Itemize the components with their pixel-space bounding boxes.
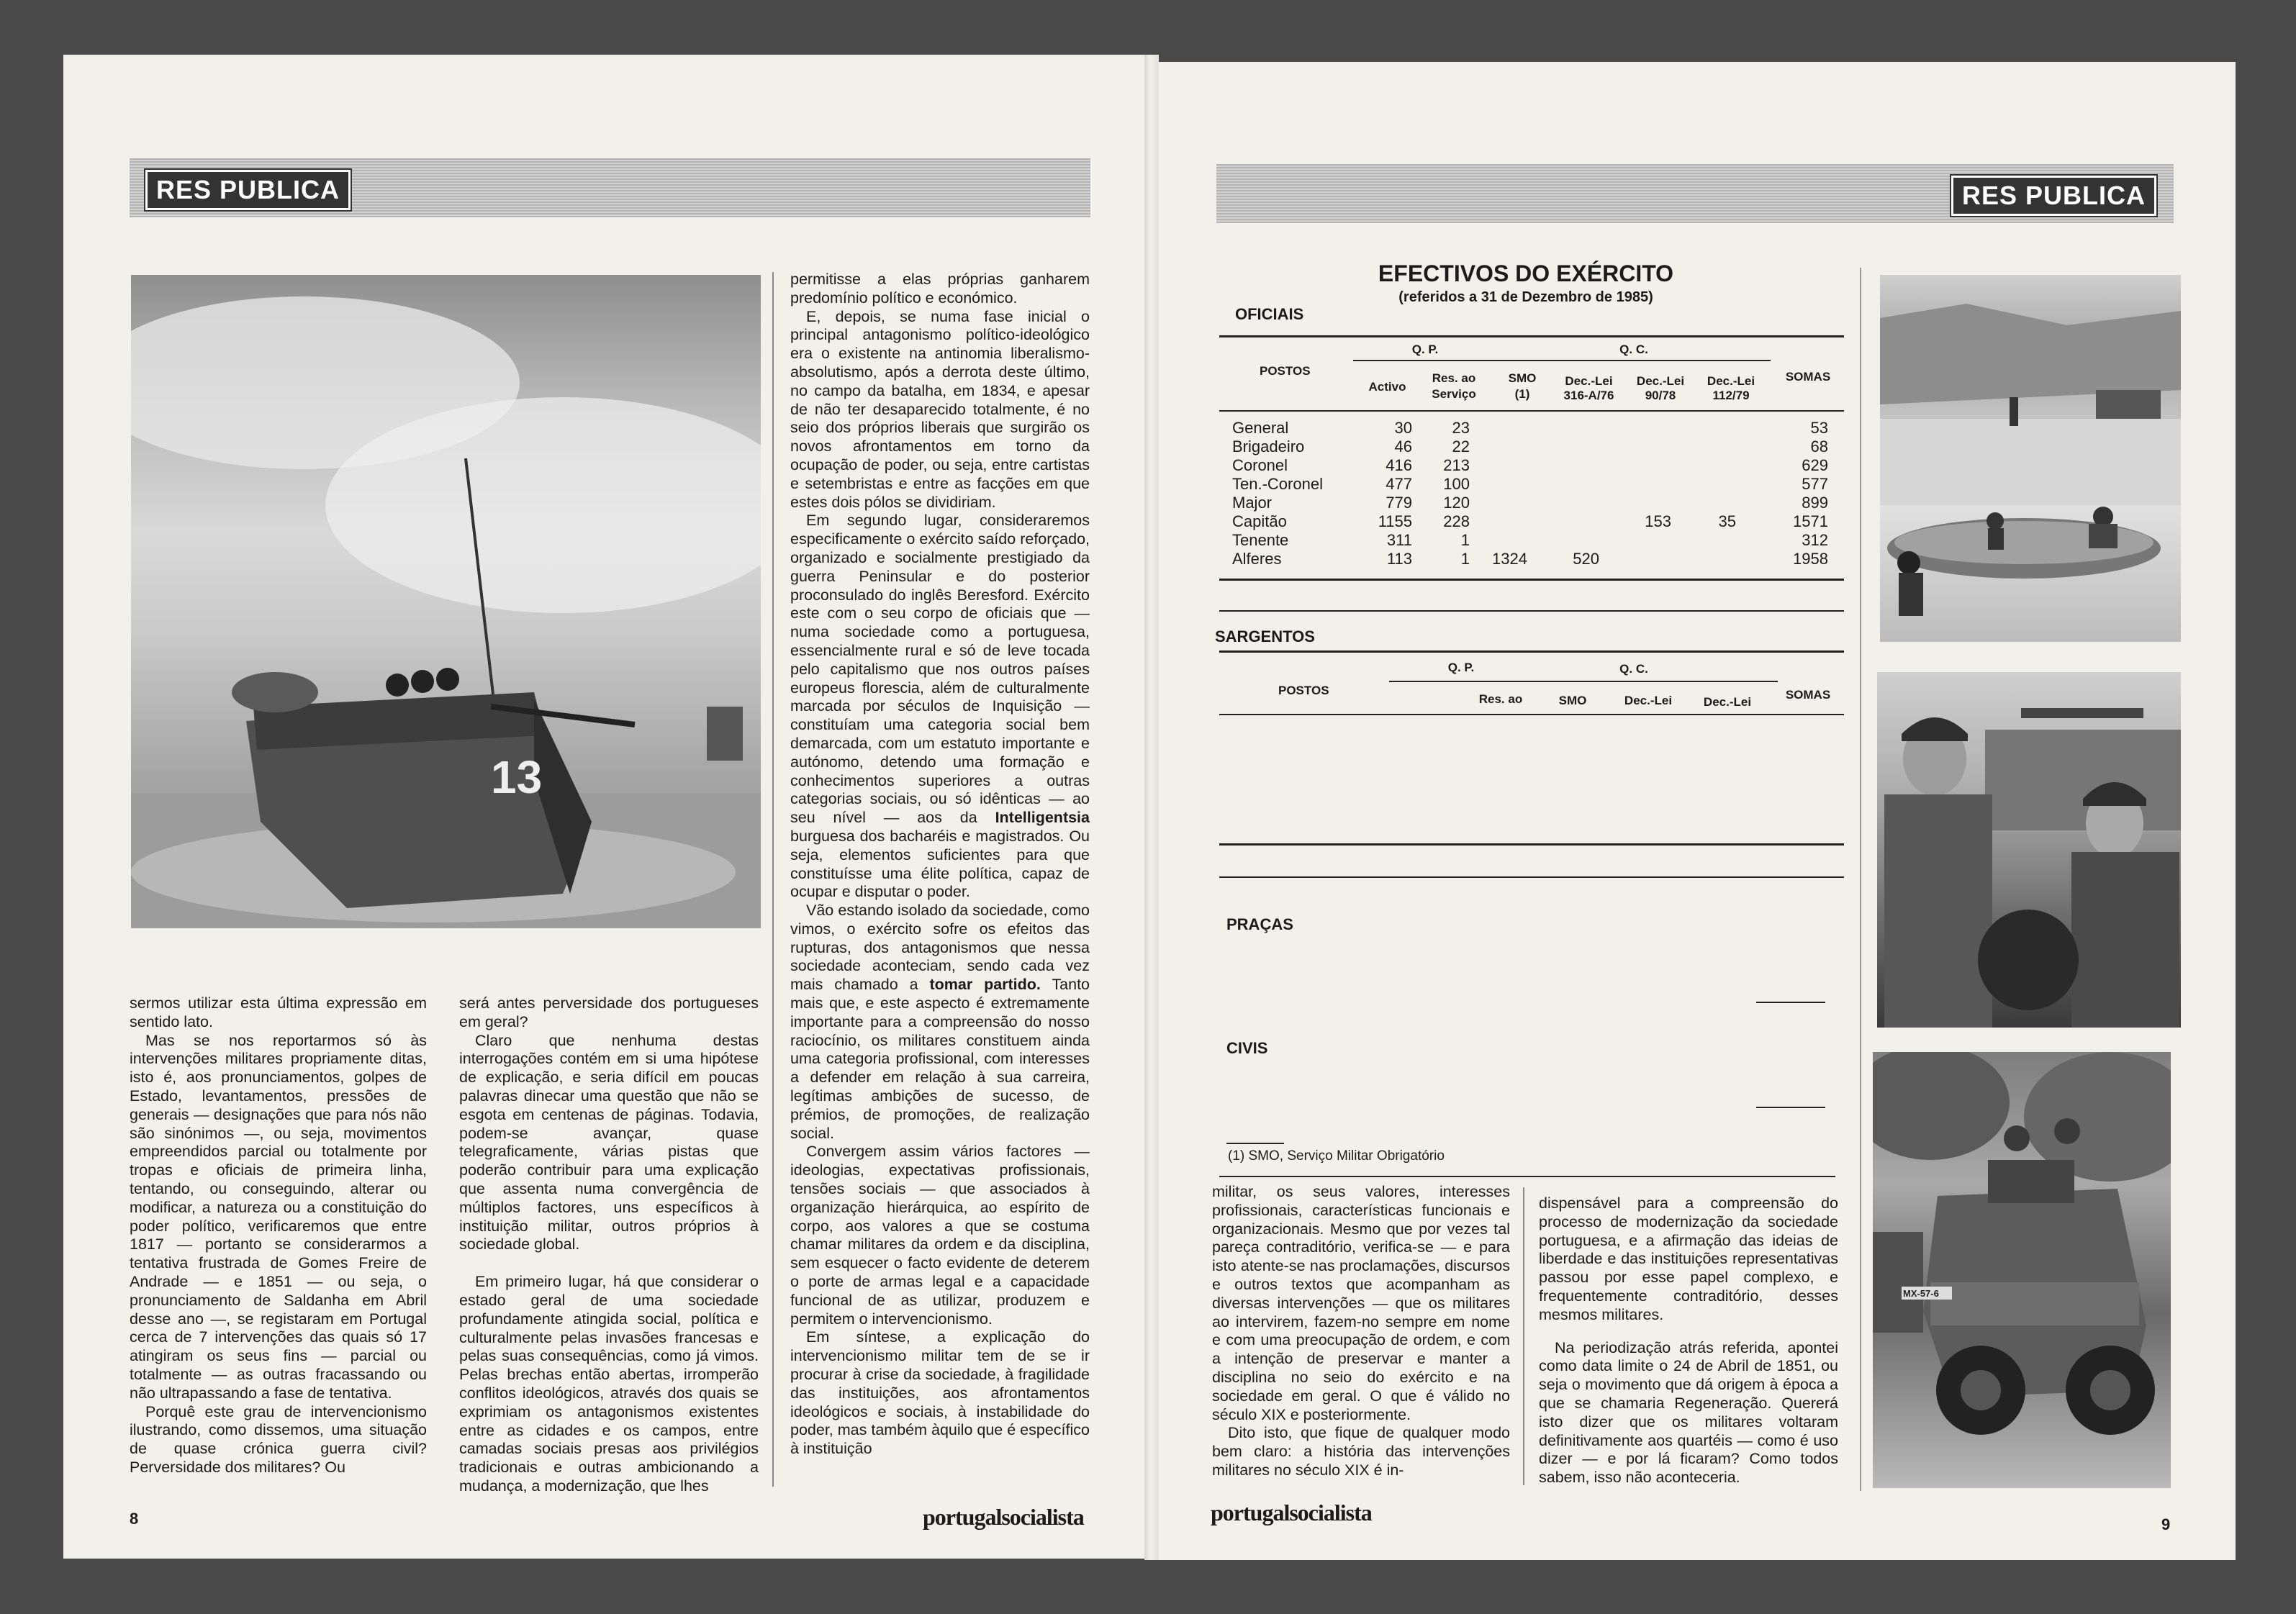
section-tag-right: RES PUBLICA (1951, 176, 2156, 216)
oficiais-totals-row (1232, 584, 1828, 606)
civis-sum-rule (1756, 1107, 1825, 1108)
oficiais-cell-somas: 312 (1802, 531, 1828, 549)
section-bar-right (1216, 164, 2174, 223)
oficiais-cell-activo: 311 (1386, 531, 1412, 549)
oficiais-cell-activo: 1155 (1378, 512, 1412, 530)
spine (1144, 55, 1159, 1560)
oficiais-cell-res: 1 (1460, 531, 1470, 549)
armoured-car-parade-illustration (1873, 1052, 2171, 1488)
oficiais-col-activo: Activo (1368, 380, 1406, 394)
oficiais-cell-res: 22 (1452, 437, 1470, 455)
oficiais-cell-activo: 477 (1386, 475, 1412, 493)
oficiais-cell-posto: Tenente (1232, 531, 1289, 549)
footnote: (1) SMO, Serviço Militar Obrigatório (1228, 1148, 1445, 1164)
right-col1-para1: militar, os seus valores, interesses profissionais, características funcionais e organizacionais. Mesmo que por vezes tal pareça contraditório, verifica-se — e para isto atente-se nas proclamações, discursos e outros textos que acompanham as diversas intervenções — que os militares ao intervirem, fazem-no sempre em nome e com uma preocupação de ordem, e com a intenção de preservar e manter a disciplina no seio do exército e na sociedade em geral. O que é válido no século XIX e posteriormente. (1212, 1183, 1510, 1423)
soldiers-portrait-illustration (1877, 672, 2181, 1028)
civis-heading: CIVIS (1226, 1039, 1268, 1057)
left-column-1 (130, 994, 427, 1477)
oficiais-col-dec3-a: Dec.-Lei (1707, 374, 1755, 388)
right-column-1 (1212, 1183, 1510, 1480)
sargentos-col-dec2: Dec.-Lei (1703, 695, 1752, 709)
right-brand-logo: portugalsocialista (1211, 1500, 1372, 1525)
oficiais-col-dec2-b: 90/78 (1645, 389, 1676, 402)
sargentos-bottom-rule (1219, 876, 1844, 878)
sargentos-heading: SARGENTOS (1215, 627, 1315, 645)
left-col1-para3: Porquê este grau de intervencionismo ilustrando, como dissemos, uma situação de quase crónica guerra civil? Perversidade dos militares? Ou (130, 1402, 427, 1476)
left-col1-para2: Mas se nos reportarmos só às intervenções militares propriamente ditas, isto é, aos pronunciamentos, golpes de Estado, levantamentos, pressões de generais — designações que para nós não são sinónimos —, ou seja, movimentos empreendidos parcial ou totalmente por tropas e oficiais de primeira linha, tentando, ou conseguindo, alterar ou modificar, a natureza ou a constituição do poder político, verificaremos que entre 1817 — portanto se considerarmos a tentativa frustrada de Gomes Freire de Andrade — e 1851 — ou seja, o pronunciamento de Saldanha em Abril desse ano —, se registaram em Portugal cerca de 7 intervenções das quais só 17 atingiram os seus fins — parcial ou totalmente — as outras fracassando ou não ultrapassando a fase de tentativa. (130, 1031, 427, 1402)
right-col2-para2: Na periodização atrás referida, apontei como data limite o 24 de Abril de 1851, ou seja o movimento que dá origem à época a que se chamaria Regeneração. Quererá isto dizer que os militares voltaram definitivamente aos quartéis — como é uso dizer — e por lá ficaram? Como todos sabem, isso não aconteceria. (1539, 1338, 1838, 1487)
armoured-vehicle-illustration (131, 275, 761, 928)
sargentos-col-dec1: Dec.-Lei (1624, 694, 1673, 707)
oficiais-cell-d1: 520 (1573, 550, 1599, 568)
oficiais-cell-res: 23 (1452, 419, 1470, 437)
oficiais-cell-res: 120 (1443, 494, 1470, 512)
landing-boat-photo (1880, 275, 2181, 642)
sargentos-header-rule (1389, 681, 1778, 682)
left-col2-para1: será antes perversidade dos portugueses em geral? (459, 994, 759, 1030)
left-col3-para4b: Tanto mais que, e este aspecto é extremamente importante para a compreensão do nosso raciocínio, os militares constituem ainda uma categoria profissional, com interesses a defender em relação à sua carreira, legítimas ambições de sucesso, de prémios, de promoções, de realização social. (790, 976, 1090, 1142)
left-col3-para5: Convergem assim vários factores — ideologias, expectativas profissionais, tensões sociais — que associados à organização hierárquica, ao espírito de corpo, aos valores a que se costuma chamar militares da ordem e da disciplina, sem esquecer o facto evidente de deterem o porte de armas legal e a capacidade funcional de as utilizar, produzem e permitem o intervencionismo. (790, 1143, 1090, 1328)
left-brand-logo: portugalsocialista (923, 1504, 1084, 1530)
oficiais-col-qp: Q. P. (1411, 343, 1439, 356)
left-column-2 (459, 994, 759, 1496)
left-column-divider (772, 272, 774, 1487)
left-page-number: 8 (130, 1510, 139, 1528)
oficiais-cell-res: 213 (1443, 456, 1470, 474)
vehicle-number-label: 13 (491, 751, 543, 803)
oficiais-top-rule (1219, 335, 1844, 337)
sargentos-col-somas: SOMAS (1785, 688, 1831, 702)
oficiais-heading: OFICIAIS (1235, 305, 1304, 323)
oficiais-cell-somas: 68 (1810, 437, 1828, 455)
right-photo-divider (1860, 268, 1861, 1491)
left-col3-para3a: Em segundo lugar, consideraremos especificamente o exército saído reforçado, organizado e socialmente prestigiado da guerra Peninsular e do posterior proconsulado do inglês Beresford. Exército este com o seu corpo de oficiais que — numa sociedade como a portuguesa, essencialmente rural e só de leve tocada pelo capitalismo que nos outros países europeus florescia, além de culturalmente marcada por séculos de Inquisição — constituíam uma categoria social bem demarcada, com um estatuto importante e autónomo, detendo uma formação e conhecimentos superiores a outras categorias sociais, ou só idênticas — ao seu nível — aos da (790, 512, 1090, 827)
oficiais-cell-somas: 577 (1802, 475, 1828, 493)
oficiais-totals-rule (1219, 579, 1844, 581)
right-column-2 (1539, 1194, 1838, 1487)
sargentos-col-smo: SMO (1558, 694, 1587, 707)
oficiais-header-rule (1353, 360, 1771, 361)
oficiais-cell-somas: 899 (1802, 494, 1828, 512)
oficiais-cell-res: 228 (1443, 512, 1470, 530)
oficiais-col-dec2-a: Dec.-Lei (1636, 374, 1685, 388)
oficiais-cell-activo: 113 (1386, 550, 1412, 568)
right-page-number: 9 (2161, 1515, 2171, 1533)
oficiais-cell-posto: Alferes (1232, 550, 1282, 568)
oficiais-cell-activo: 30 (1394, 419, 1412, 437)
oficiais-header-bottom-rule (1219, 410, 1844, 412)
footnote-rule (1226, 1143, 1284, 1144)
right-col1-para2: Dito isto, que fique de qualquer modo bem claro: a história das intervenções militares no século XIX é in- (1212, 1424, 1510, 1479)
oficiais-col-res2: Serviço (1432, 387, 1476, 401)
oficiais-cell-res: 1 (1460, 550, 1470, 568)
soldiers-portrait-photo (1877, 672, 2181, 1028)
left-column-3 (790, 271, 1090, 1459)
civis-total-row (1306, 1110, 1825, 1130)
oficiais-cell-smo: 1324 (1492, 550, 1527, 568)
left-col3-para3b: burguesa dos bacharéis e magistrados. Ou seja, elementos suficientes para que constituísse uma élite política, capaz de ocupar e disputar o poder. (790, 827, 1090, 901)
left-col2-para2: Claro que nenhuma destas interrogações contém em si uma hipótese de explicação, e seria difícil em poucas palavras dinecar uma questão que não se esgota em centenas de páginas. Todavia, podem-se avançar, quase telegraficamente, várias pistas que poderão contribuir para uma explicação que assenta numa convergência de múltiplos factores, uns específicos à instituição militar, outros próprios à sociedade global. (459, 1031, 759, 1253)
oficiais-cell-activo: 46 (1394, 437, 1412, 455)
section-bar-left (130, 158, 1090, 217)
oficiais-cell-somas: 53 (1810, 419, 1828, 437)
oficiais-col-smo2: (1) (1514, 387, 1530, 401)
oficiais-cell-somas: 1958 (1793, 550, 1828, 568)
oficiais-cell-posto: Ten.-Coronel (1232, 475, 1323, 493)
oficiais-col-somas: SOMAS (1785, 370, 1831, 384)
oficiais-cell-activo: 779 (1386, 494, 1412, 512)
oficiais-cell-activo: 416 (1386, 456, 1412, 474)
oficiais-cell-posto: Major (1232, 494, 1273, 512)
left-col3-para4a: Vão estando isolado da sociedade, como vimos, o exército sofre os efeitos das rupturas, dos antagonismos que nessa sociedade aconteciam, sendo cada vez mais chamado a (790, 902, 1090, 994)
landing-boat-illustration (1880, 275, 2181, 642)
left-col3-intelligentsia: Intelligentsia (995, 809, 1090, 827)
left-col3-para1: permitisse a elas próprias ganharem predomínio político e económico. (790, 271, 1090, 307)
oficiais-col-smo1: SMO (1508, 371, 1537, 385)
left-col3-tomar-partido: tomar partido. (929, 976, 1041, 994)
oficiais-row (1232, 494, 1828, 512)
oficiais-bottom-rule (1219, 610, 1844, 612)
oficiais-row (1232, 512, 1828, 531)
oficiais-cell-d2: 153 (1645, 512, 1671, 530)
sargentos-col-postos: POSTOS (1278, 684, 1329, 697)
oficiais-col-dec3-b: 112/79 (1712, 389, 1750, 402)
sargentos-totals-rule (1219, 843, 1844, 845)
oficiais-cell-res: 100 (1443, 475, 1470, 493)
sargentos-col-qc: Q. C. (1619, 662, 1648, 676)
pracas-heading: PRAÇAS (1226, 915, 1293, 933)
right-column-divider (1523, 1187, 1524, 1485)
table-subtitle: (referidos a 31 de Dezembro de 1985) (1398, 289, 1653, 305)
sargentos-top-rule (1219, 650, 1844, 653)
oficiais-cell-d3: 35 (1718, 512, 1736, 530)
armoured-car-parade-photo (1873, 1052, 2171, 1488)
oficiais-col-dec1-a: Dec.-Lei (1565, 374, 1613, 388)
left-col1-para1: sermos utilizar esta última expressão em sentido lato. (130, 994, 427, 1030)
pracas-sum-rule (1756, 1002, 1825, 1003)
oficiais-cell-somas: 629 (1802, 456, 1828, 474)
sargentos-header-bottom-rule (1219, 714, 1844, 715)
sargentos-col-res: Res. ao (1478, 692, 1523, 706)
left-col3-para2: E, depois, se numa fase inicial o principal antagonismo político-ideológico era o existente na antinomia liberalismo-absolutismo, após a derrota deste último, no campo da batalha, em 1834, e apesar de não ter desaparecido totalmente, é no seio dos próprios liberais que surgirão os novos afrontamentos em torno da ocupação de poder, ou seja, entre cartistas e setembristas e entre as facções em que estes dois pólos se dividiriam. (790, 307, 1090, 511)
oficiais-row (1232, 475, 1828, 494)
sargentos-totals-row (1228, 849, 1828, 871)
right-col2-para1: dispensável para a compreensão do processo de modernização da sociedade portuguesa, e a afirmação das ideias de liberdade e das instituições representativas passou por esse papel complexo, e frequentemente contraditório, desses mesmos militares. (1539, 1194, 1838, 1323)
left-col2-para3: Em primeiro lugar, há que considerar o estado geral de uma sociedade profundamente atingida social, política e culturalmente pelas invasões francesas e pelas suas consequências, como já vimos. Pelas brechas então abertas, irromperão conflitos ideológicos, através dos quais se exprimiam os antagonismos existentes entre as cidades e os campos, entre camadas sociais presas aos privilégios tradicionais e outras ambicionando a mudança, a modernização, que lhes (459, 1273, 759, 1495)
section-tag-left: RES PUBLICA (145, 170, 351, 210)
oficiais-col-res1: Res. ao (1432, 371, 1476, 385)
armoured-vehicle-photo (131, 275, 761, 928)
oficiais-row (1232, 550, 1828, 568)
oficiais-col-dec1-b: 316-A/76 (1563, 389, 1614, 402)
oficiais-row (1232, 437, 1828, 456)
oficiais-row (1232, 531, 1828, 550)
oficiais-col-qc: Q. C. (1619, 343, 1648, 356)
vehicle-plate-label: MX-57-6 (1903, 1288, 1939, 1299)
oficiais-row (1232, 419, 1828, 437)
oficiais-cell-posto: Brigadeiro (1232, 437, 1305, 455)
left-col3-para6: Em síntese, a explicação do intervencionismo militar tem de se ir procurar à crise da sociedade, à fragilidade das instituições, aos afrontamentos ideológicos e sociais, à instabilidade do poder, mas também àquilo que é específico à instituição (790, 1328, 1090, 1458)
oficiais-cell-somas: 1571 (1793, 512, 1828, 530)
sargentos-col-qp: Q. P. (1447, 661, 1475, 674)
pracas-total-row (1306, 1005, 1825, 1025)
table-bottom-rule (1219, 1176, 1835, 1177)
oficiais-cell-posto: General (1232, 419, 1289, 437)
oficiais-col-postos: POSTOS (1260, 364, 1311, 378)
oficiais-cell-posto: Capitão (1232, 512, 1287, 530)
table-title: EFECTIVOS DO EXÉRCITO (1378, 260, 1674, 286)
oficiais-row (1232, 456, 1828, 475)
oficiais-cell-posto: Coronel (1232, 456, 1288, 474)
